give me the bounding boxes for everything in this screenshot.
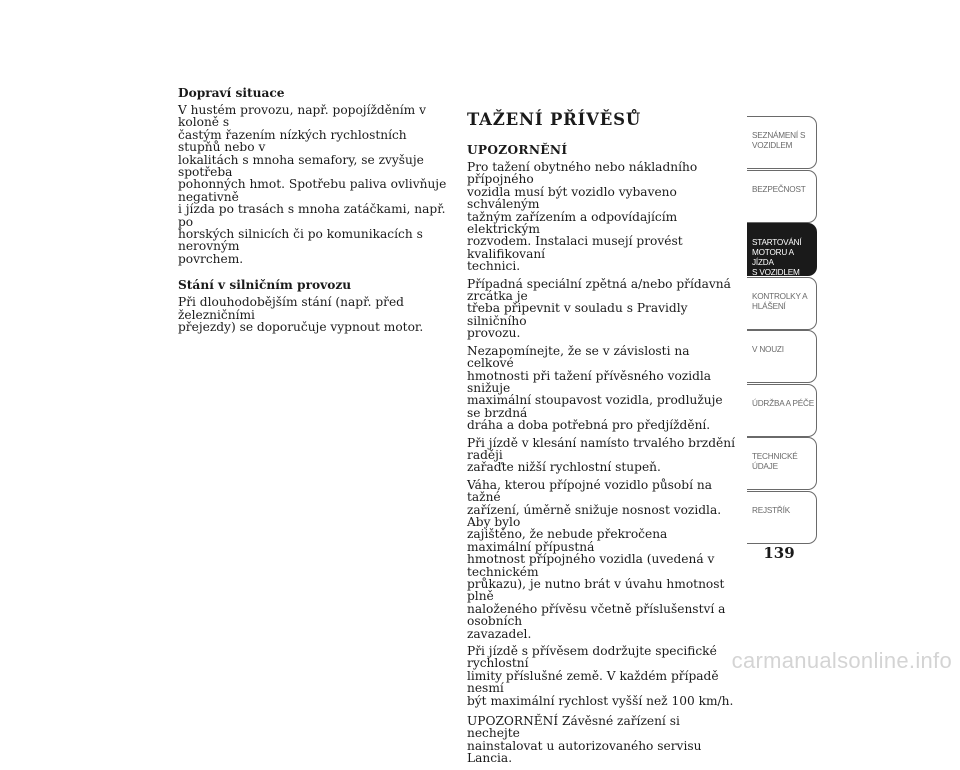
chapter-tab[interactable] bbox=[747, 170, 817, 223]
chapter-tab[interactable] bbox=[747, 384, 817, 437]
text-line: zavazadel. bbox=[467, 626, 532, 641]
left-column bbox=[178, 86, 453, 339]
paragraph bbox=[467, 645, 735, 707]
text-line: lokalitách s mnoha semafory, se zvyšuje spotřeba bbox=[178, 152, 424, 180]
text-line: dráha a doba potřebná pro předjíždění. bbox=[467, 418, 711, 433]
text-line: naloženého přívěsu včetně příslušenství a osobních bbox=[467, 601, 726, 629]
text-line: Váha, kterou přípojné vozidlo působí na tažné bbox=[467, 477, 712, 505]
paragraph bbox=[467, 345, 735, 432]
chapter-tab[interactable] bbox=[747, 437, 817, 490]
paragraph bbox=[467, 161, 735, 273]
paragraph bbox=[467, 437, 735, 474]
final-note bbox=[467, 715, 735, 765]
section-title-towing: TAŽENÍ PŘÍVĚSŮ bbox=[467, 110, 642, 129]
text-line: častým řazením nízkých rychlostních stupňů nebo v bbox=[178, 127, 407, 155]
warning-heading: UPOZORNĚNÍ bbox=[467, 143, 568, 157]
text-line: technici. bbox=[467, 259, 521, 274]
text-line: být maximální rychlost vyšší než 100 km/h. bbox=[467, 693, 734, 708]
chapter-tab[interactable] bbox=[747, 116, 817, 169]
chapter-tab[interactable] bbox=[747, 491, 817, 544]
text-line: zařízení, úměrně snižuje nosnost vozidla. Aby bylo bbox=[467, 502, 722, 529]
text-line: provozu. bbox=[467, 326, 521, 341]
chapter-tab-label: STARTOVÁNÍ MOTORU A JÍZDA S VOZIDLEM bbox=[752, 238, 802, 277]
watermark: carmanualsonline.info bbox=[731, 648, 952, 673]
chapter-tab[interactable] bbox=[747, 330, 817, 383]
text-line: Nezapomínejte, že se v závislosti na celkové bbox=[467, 343, 690, 371]
right-column bbox=[467, 86, 735, 770]
text-line: průkazu), je nutno brát v úvahu hmotnost plně bbox=[467, 577, 725, 604]
text-line: zařaďte nižší rychlostní stupeň. bbox=[467, 460, 661, 475]
paragraph-traffic bbox=[178, 104, 453, 265]
text-line: povrchem. bbox=[178, 251, 244, 266]
chapter-tab-label: KONTROLKY A HLÁŠENÍ bbox=[752, 291, 808, 311]
text-line: rozvodem. Instalaci musejí provést kvalifikovaní bbox=[467, 234, 683, 261]
chapter-tab-label: TECHNICKÉ ÚDAJE bbox=[752, 452, 798, 471]
heading-traffic-situations: Dopraví situace bbox=[178, 86, 285, 100]
chapter-tab[interactable] bbox=[747, 277, 817, 330]
text-line: vozidla musí být vozidlo vybaveno schváleným bbox=[467, 184, 677, 212]
text-line: limity příslušné země. V každém případě nesmí bbox=[467, 668, 719, 696]
chapter-tab-label: BEZPEČNOST bbox=[752, 184, 806, 194]
text-line: zajištěno, že nebude překročena maximální přípustná bbox=[467, 527, 668, 554]
text-line: Při jízdě s přívěsem dodržujte specifické rychlostní bbox=[467, 644, 717, 671]
chapter-tab-label: ÚDRŽBA A PÉČE bbox=[752, 398, 815, 408]
chapter-tab-label: V NOUZI bbox=[752, 345, 784, 354]
paragraph-standing bbox=[178, 296, 453, 333]
text-line: hmotnosti při tažení přívěsného vozidla snižuje bbox=[467, 368, 712, 395]
text-line: hmotnost přípojného vozidla (uvedená v technickém bbox=[467, 552, 715, 579]
text-line: V hustém provozu, např. popojížděním v koloně s bbox=[178, 103, 426, 130]
text-line: UPOZORNĚNÍ Závěsné zařízení si nechejte bbox=[467, 714, 680, 741]
paragraph bbox=[467, 479, 735, 640]
text-line: třeba připevnit v souladu s Pravidly silničního bbox=[467, 301, 688, 328]
chapter-tabs bbox=[747, 116, 817, 544]
text-line: Při dlouhodobějším stání (např. před železničními bbox=[178, 295, 404, 322]
text-line: přejezdy) se doporučuje vypnout motor. bbox=[178, 320, 424, 335]
text-line: maximální stoupavost vozidla, prodlužuje se brzdná bbox=[467, 393, 723, 420]
text-line: Případná speciální zpětná a/nebo přídavná zrcátka je bbox=[467, 276, 731, 304]
text-line: Pro tažení obytného nebo nákladního přípojného bbox=[467, 160, 698, 187]
heading-standing-in-traffic: Stání v silničním provozu bbox=[178, 278, 352, 293]
paragraph bbox=[467, 278, 735, 340]
towing-paragraphs bbox=[467, 161, 735, 707]
text-line: horských silnicích či po komunikacích s nerovným bbox=[178, 227, 423, 254]
page-number: 139 bbox=[763, 544, 795, 562]
chapter-tab-label: SEZNÁMENÍ S VOZIDLEM bbox=[752, 131, 806, 150]
text-line: tažným zařízením a odpovídajícím elektrickým bbox=[467, 209, 678, 237]
text-line: nainstalovat u autorizovaného servisu Lancia. bbox=[467, 738, 702, 766]
text-line: pohonných hmot. Spotřebu paliva ovlivňuje negativně bbox=[178, 177, 447, 204]
chapter-tab[interactable] bbox=[747, 223, 817, 276]
text-line: Při jízdě v klesání namísto trvalého brzdění raději bbox=[467, 435, 735, 462]
chapter-tab-label: REJSTŘÍK bbox=[752, 505, 790, 515]
text-line: i jízda po trasách s mnoha zatáčkami, např. po bbox=[178, 202, 446, 229]
